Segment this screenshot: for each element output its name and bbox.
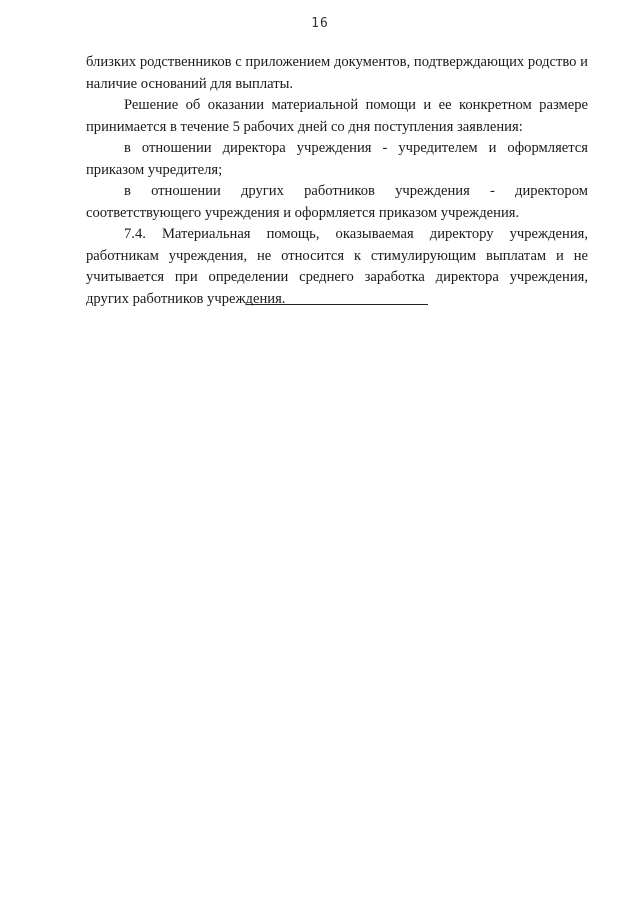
paragraph-other-workers-case: в отношении других работников учреждения - директором соответствующего учреждения и оформляется приказом учреждения.: [86, 183, 588, 221]
page-number: 16: [311, 16, 329, 31]
paragraph-continuation: близких родственников с приложением документов, подтверждающих родство и наличие оснований для выплаты.: [86, 54, 588, 92]
paragraph-director-case: в отношении директора учреждения - учредителем и оформляется приказом учредителя;: [86, 140, 588, 178]
paragraph-7-4: 7.4. Материальная помощь, оказываемая директору учреждения, работникам учреждения, не относится к стимулирующим выплатам и не учитывается при определении среднего заработка директора учреждения, других работников учреждения.: [86, 226, 588, 307]
paragraph-decision-term: Решение об оказании материальной помощи и ее конкретном размере принимается в течение 5 рабочих дней со дня поступления заявления:: [86, 97, 588, 135]
closing-line-divider: [246, 304, 428, 305]
document-body: [86, 52, 588, 310]
